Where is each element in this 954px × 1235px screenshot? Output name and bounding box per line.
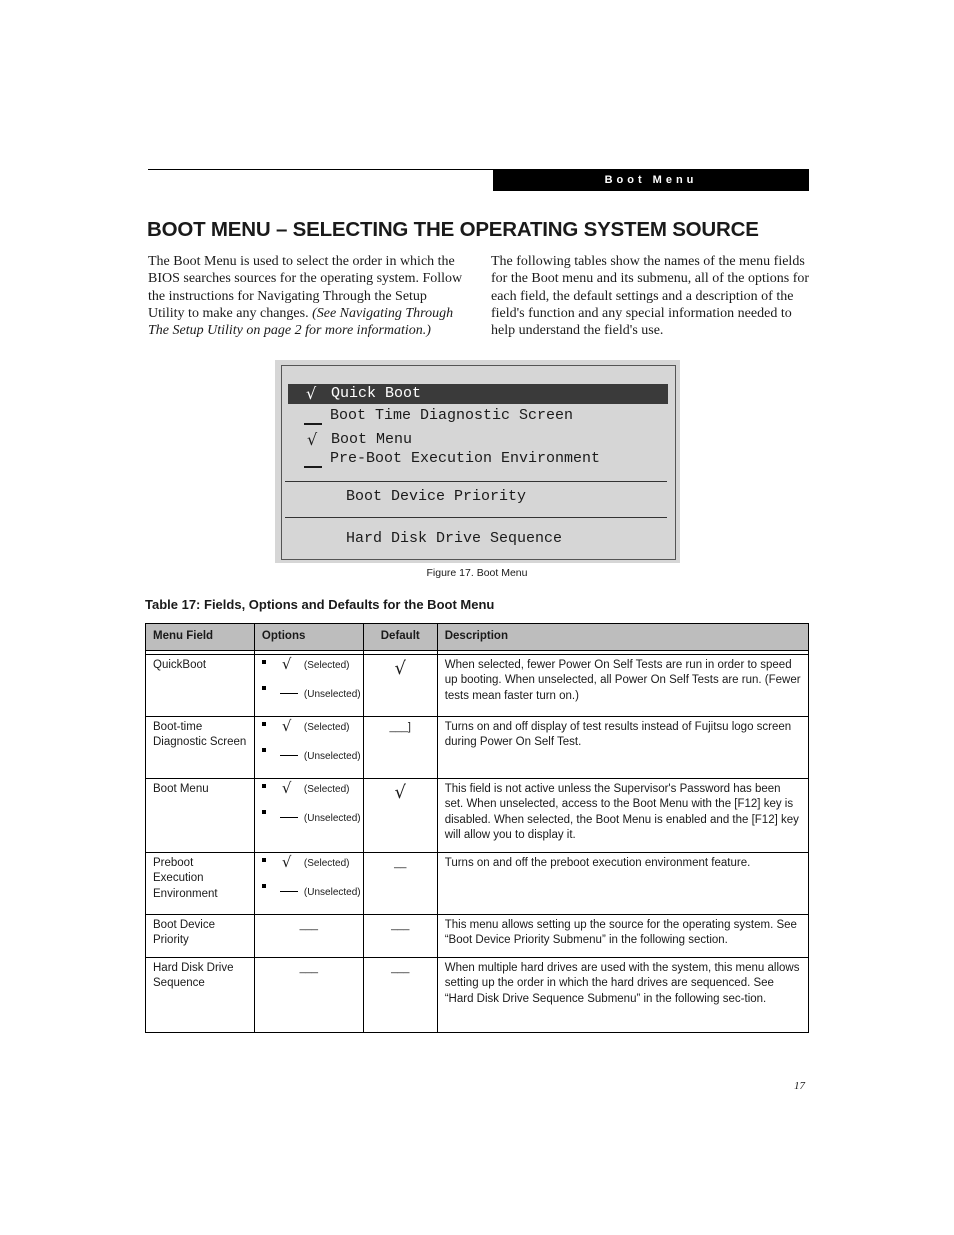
blank-icon — [280, 817, 298, 818]
table-row — [146, 655, 809, 717]
menu-item-quick-boot[interactable]: Quick Boot — [331, 385, 422, 402]
blank-icon: __ — [394, 857, 407, 869]
default-cell — [363, 655, 437, 717]
default-cell — [363, 779, 437, 853]
check-icon: √ — [281, 853, 292, 871]
menu-field-cell: Boot-time Diagnostic Screen — [146, 717, 255, 779]
default-cell — [363, 958, 437, 1033]
options-cell — [254, 915, 363, 958]
default-cell — [363, 915, 437, 958]
option-selected: √ (Selected) — [262, 856, 356, 882]
intro-left — [148, 253, 466, 339]
unchecked-icon — [304, 466, 322, 468]
option-unselected: (Unselected) — [262, 882, 356, 908]
intro-right: The following tables show the names of the menu fields for the Boot menu and its submenu, all of the options for each field, the default settings and a description of the field's function and any special information needed to help understand the field's use. — [491, 254, 810, 339]
table-row — [146, 717, 809, 779]
table-row — [146, 915, 809, 958]
bullet-icon — [262, 784, 266, 788]
table-row — [146, 853, 809, 915]
option-selected: √ (Selected) — [262, 720, 356, 746]
bullet-icon — [262, 686, 266, 690]
menu-field-cell: QuickBoot — [146, 655, 255, 717]
check-icon: √ — [394, 782, 406, 803]
option-selected: √ (Selected) — [262, 782, 356, 808]
menu-separator — [285, 517, 667, 518]
bullet-icon — [262, 660, 266, 664]
check-icon: √ — [281, 655, 292, 673]
intro-left-italic: (See Navigating Through The Setup Utility on page 2 for more information.) — [148, 305, 454, 339]
header-menu-field: Menu Field — [146, 624, 255, 651]
description-cell: This field is not active unless the Supervisor's Password has been set. When unselected, access to the Boot Menu with the [F12] key is disabled. When selected, the Boot Menu is enabled and the [F12] key will allow you to display it. — [437, 779, 808, 853]
bullet-icon — [262, 810, 266, 814]
options-cell — [254, 717, 363, 779]
options-cell — [254, 958, 363, 1033]
default-cell — [363, 853, 437, 915]
menu-field-cell: Preboot Execution Environment — [146, 853, 255, 915]
menu-item-boot-device-priority[interactable]: Boot Device Priority — [346, 488, 527, 505]
menu-item-boot-menu[interactable]: Boot Menu — [331, 431, 413, 448]
blank-icon: ___ — [391, 962, 410, 974]
description-cell: When multiple hard drives are used with the system, this menu allows setting up the order in which the hard drives are sequenced. See “Hard Disk Drive Sequence Submenu” in the following sec-tion. — [437, 958, 808, 1033]
menu-field-cell: Boot Menu — [146, 779, 255, 853]
intro-left-text: The Boot Menu is used to select the order in which the BIOS searches sources for the operating system. Follow the instructions for Navigating Through the Setup Utility to make any changes. — [148, 254, 463, 321]
blank-icon — [280, 693, 298, 694]
fields-table — [145, 623, 809, 1033]
figure-caption: Figure 17. Boot Menu — [426, 567, 528, 579]
check-icon: √ — [281, 717, 292, 735]
page-title: BOOT MENU – SELECTING THE OPERATING SYSTEM SOURCE — [147, 218, 759, 241]
page-number: 17 — [794, 1080, 805, 1092]
blank-icon: ___ — [299, 919, 319, 931]
menu-field-cell: Hard Disk Drive Sequence — [146, 958, 255, 1033]
bullet-icon — [262, 722, 266, 726]
bullet-icon — [262, 748, 266, 752]
blank-icon: ___] — [389, 721, 411, 733]
description-cell: This menu allows setting up the source for the operating system. See “Boot Device Priority Submenu” in the following section. — [437, 915, 808, 958]
option-unselected: (Unselected) — [262, 746, 356, 772]
table-title: Table 17: Fields, Options and Defaults for the Boot Menu — [145, 597, 495, 612]
check-icon: √ — [281, 779, 292, 797]
blank-icon: ___ — [299, 962, 319, 974]
menu-field-cell: Boot Device Priority — [146, 915, 255, 958]
header-rule — [148, 169, 493, 170]
header-description: Description — [437, 624, 808, 651]
header-options: Options — [254, 624, 363, 651]
menu-item-boot-time-diagnostic[interactable]: Boot Time Diagnostic Screen — [330, 407, 574, 424]
table-header-row — [146, 624, 809, 651]
check-icon: √ — [306, 384, 317, 403]
blank-icon: ___ — [391, 919, 410, 931]
option-unselected: (Unselected) — [262, 808, 356, 834]
option-unselected: (Unselected) — [262, 684, 356, 710]
section-tab: Boot Menu — [493, 169, 809, 191]
description-cell: When selected, fewer Power On Self Tests are run in order to speed up booting. When unselected, all Power On Self Tests are run. (Fewer tests mean faster turn on.) — [437, 655, 808, 717]
bullet-icon — [262, 858, 266, 862]
check-icon: √ — [307, 430, 318, 449]
table-row — [146, 958, 809, 1033]
default-cell — [363, 717, 437, 779]
header-default: Default — [363, 624, 437, 651]
bullet-icon — [262, 884, 266, 888]
unchecked-icon — [304, 423, 322, 425]
blank-icon — [280, 755, 298, 756]
check-icon: √ — [394, 658, 406, 679]
option-selected: √ (Selected) — [262, 658, 356, 684]
blank-icon — [280, 891, 298, 892]
options-cell — [254, 655, 363, 717]
options-cell — [254, 853, 363, 915]
menu-item-hard-disk-drive-sequence[interactable]: Hard Disk Drive Sequence — [346, 530, 563, 547]
menu-separator — [285, 481, 667, 482]
options-cell — [254, 779, 363, 853]
menu-item-pre-boot-execution[interactable]: Pre-Boot Execution Environment — [330, 450, 601, 467]
table-row — [146, 779, 809, 853]
description-cell: Turns on and off display of test results instead of Fujitsu logo screen during Power On Self Test. — [437, 717, 808, 779]
description-cell: Turns on and off the preboot execution environment feature. — [437, 853, 808, 915]
